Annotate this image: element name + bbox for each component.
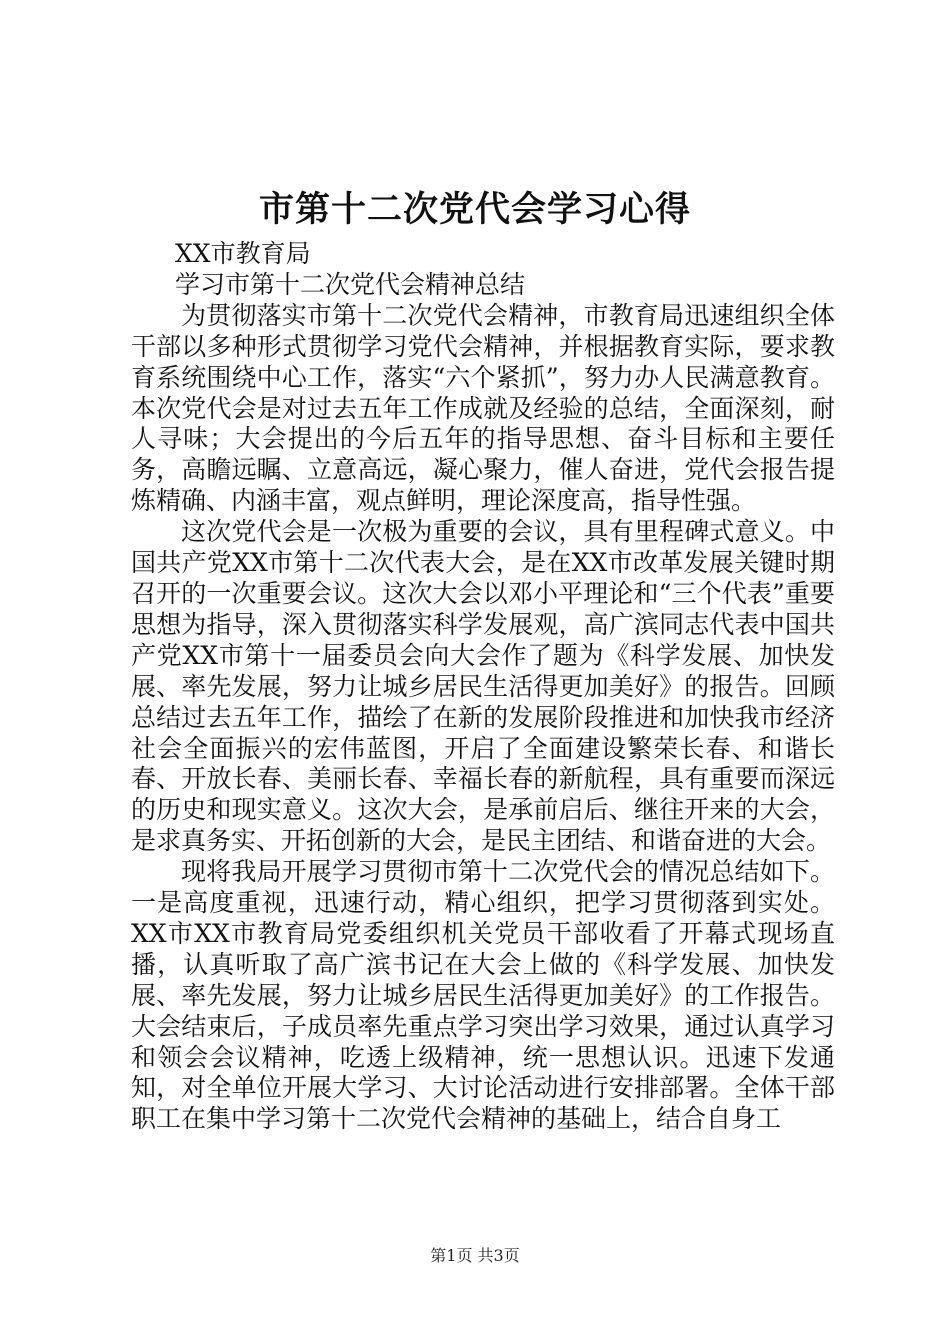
- author-line: XX市教育局: [175, 239, 311, 268]
- page-footer: 第1页 共3页: [430, 1246, 520, 1265]
- subtitle-line: 学习市第十二次党代会精神总结: [175, 269, 526, 299]
- paragraph-2: 这次党代会是一次极为重要的会议，具有里程碑式意义。中国共产党XX市第十二次代表大会，是在XX市改革发展关键时期召开的一次重要会议。这次大会以邓小平理论和“三个代表”重要思想为指导，深入贯彻落实科学发展观，高广滨同志代表中国共产党XX市第十一届委员会向大会作了题为《科学发展、加快发展、率先发展，努力让城乡居民生活得更加美好》的报告。回顾总结过去五年工作，描绘了在新的发展阶段推进和加快我市经济社会全面振兴的宏伟蓝图，开启了全面建设繁荣长春、和谐长春、开放长春、美丽长春、幸福长春的新航程，具有重要而深远的历史和现实意义。这次大会，是承前启后、继往开来的大会，是求真务实、开拓创新的大会，是民主团结、和谐奋进的大会。: [131, 517, 835, 856]
- paragraph-1: 为贯彻落实市第十二次党代会精神，市教育局迅速组织全体干部以多种形式贯彻学习党代会精神，并根据教育实际，要求教育系统围绕中心工作，落实“六个紧抓”，努力办人民满意教育。本次党代会是对过去五年工作成就及经验的总结，全面深刻，耐人寻味；大会提出的今后五年的指导思想、奋斗目标和主要任务，高瞻远瞩、立意高远，凝心聚力，催人奋进，党代会报告提炼精确、内涵丰富，观点鲜明，理论深度高，指导性强。: [131, 300, 835, 516]
- paragraph-3: 现将我局开展学习贯彻市第十二次党代会的情况总结如下。一是高度重视，迅速行动，精心组织，把学习贯彻落到实处。XX市XX市教育局党委组织机关党员干部收看了开幕式现场直播，认真听取了高广滨书记在大会上做的《科学发展、加快发展、率先发展，努力让城乡居民生活得更加美好》的工作报告。大会结束后，子成员率先重点学习突出学习效果，通过认真学习和领会会议精神，吃透上级精神，统一思想认识。迅速下发通知，对全单位开展大学习、大讨论活动进行安排部署。全体干部职工在集中学习第十二次党代会精神的基础上，结合自身工: [131, 857, 835, 1134]
- document-title: 市第十二次党代会学习心得: [258, 189, 691, 230]
- document-body: [131, 239, 835, 1135]
